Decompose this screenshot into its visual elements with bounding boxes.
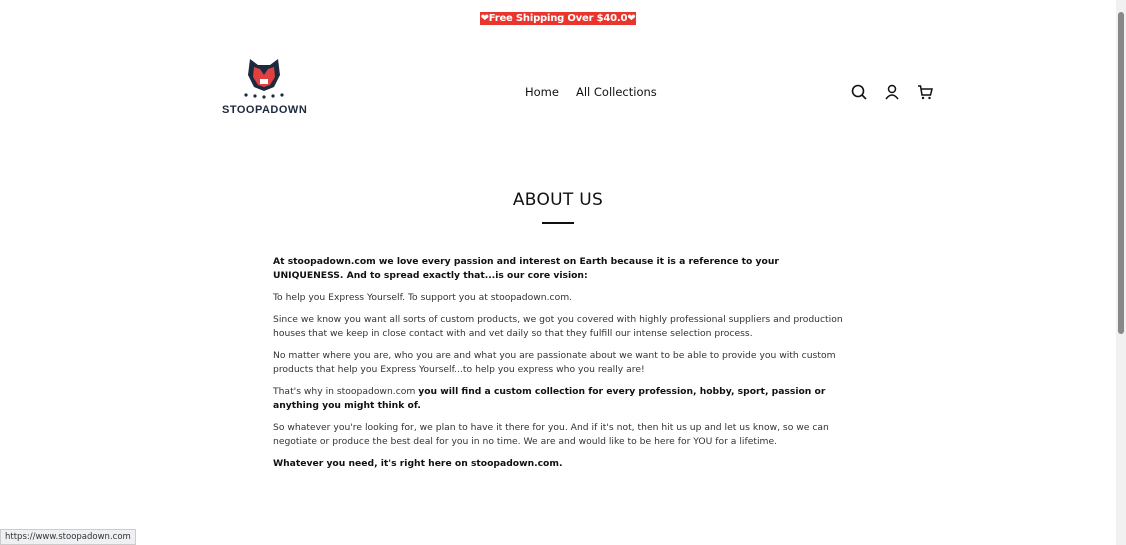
paragraph <box>273 385 843 413</box>
paragraph-bold: you will find a custom collection for every profession, hobby, sport, passion or anything you might think of. <box>273 386 826 411</box>
status-bar-url: https://www.stoopadown.com <box>0 529 136 545</box>
promo-banner <box>0 6 1116 25</box>
paragraph: So whatever you're looking for, we plan to have it there for you. And if it's not, then hit us up and let us know, so we can negotiate or produce the best deal for you in no time. We are and would like to be here for YOU for a lifetime. <box>273 422 829 447</box>
scrollbar[interactable] <box>1116 0 1126 545</box>
brand-name: STOOPADOWN <box>222 104 308 116</box>
paragraph-start: That's why in stoopadown.com <box>273 386 419 397</box>
about-content <box>273 255 843 479</box>
page-title: ABOUT US <box>512 190 604 210</box>
paragraph: At stoopadown.com we love every passion and interest on Earth because it is a reference to your UNIQUENESS. And to spread exactly that...is our core vision: <box>273 256 779 281</box>
promo-text: ❤Free Shipping Over $40.0❤ <box>480 13 636 24</box>
scrollbar-thumb[interactable] <box>1118 12 1124 334</box>
paragraph: No matter where you are, who you are and what you are passionate about we want to be able to provide you with custom products that help you Express Yourself...to help you express who you really are! <box>273 350 836 375</box>
nav-all-collections[interactable]: All Collections <box>575 85 657 99</box>
site-logo[interactable] <box>222 57 306 116</box>
paragraph: Since we know you want all sorts of custom products, we got you covered with highly professional suppliers and production houses that we keep in close contact with and vet daily so that they fulfill our intense selection process. <box>273 314 843 339</box>
search-icon[interactable] <box>851 84 867 100</box>
cart-icon[interactable] <box>917 84 933 100</box>
paragraph: Whatever you need, it's right here on stoopadown.com. <box>273 458 563 469</box>
paragraph: To help you Express Yourself. To support you at stoopadown.com. <box>273 292 573 303</box>
account-icon[interactable] <box>884 84 900 100</box>
title-divider <box>542 222 574 224</box>
nav-home[interactable]: Home <box>525 85 559 99</box>
header-actions <box>851 84 933 100</box>
main-nav <box>525 85 657 99</box>
tiger-logo-icon <box>242 57 286 99</box>
